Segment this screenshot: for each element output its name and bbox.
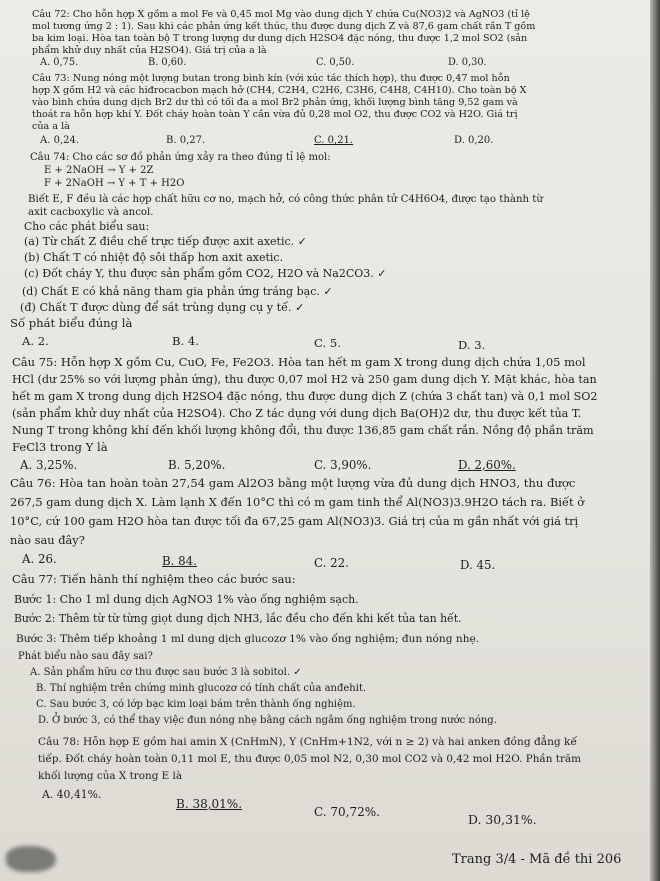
q76-line-2: 267,5 gam dung dịch X. Làm lạnh X đến 10°C thì có m gam tinh thể Al(NO3)3.9H2O tách ra. Biết ở <box>10 495 585 509</box>
q76-option-c: C. 22. <box>314 556 349 570</box>
q77-step-3: Bước 3: Thêm tiếp khoảng 1 ml dung dịch glucozơ 1% vào ống nghiệm; đun nóng nhẹ. <box>16 633 480 645</box>
q78-line-3: khối lượng của X trong E là <box>38 770 183 782</box>
q74-statement-b: (b) Chất T có nhiệt độ sôi thấp hơn axit axetic. <box>24 251 284 264</box>
q76-option-d: D. 45. <box>460 558 496 572</box>
q74-line-1: Câu 74: Cho các sơ đồ phản ứng xảy ra theo đúng tỉ lệ mol: <box>30 152 331 163</box>
q72-line-4: phẩm khử duy nhất của H2SO4). Giá trị của a là <box>32 45 267 56</box>
q73-option-d: D. 0,20. <box>454 135 494 146</box>
q74-reaction-2: F + 2NaOH → Y + T + H2O <box>44 178 185 189</box>
q74-line-6: Cho các phát biểu sau: <box>24 220 150 233</box>
q72-line-1: Câu 72: Cho hỗn hợp X gồm a mol Fe và 0,45 mol Mg vào dung dịch Y chứa Cu(NO3)2 và AgNO3 (tỉ lệ <box>32 9 530 20</box>
q74-reaction-1: E + 2NaOH → Y + 2Z <box>44 165 154 176</box>
q77-line-5: Phát biểu nào sau đây sai? <box>18 651 153 662</box>
q73-option-b: B. 0,27. <box>166 135 206 146</box>
q77-line-1: Câu 77: Tiến hành thí nghiệm theo các bước sau: <box>12 572 296 586</box>
q75-option-a: A. 3,25%. <box>20 458 78 472</box>
q75-line-4: (sản phẩm khử duy nhất của H2SO4). Cho Z tác dụng với dung dịch Ba(OH)2 dư, thu được kết tủa T. <box>12 407 582 420</box>
q75-option-c: C. 3,90%. <box>314 458 372 472</box>
q74-option-c: C. 5. <box>314 336 341 350</box>
q74-line-12: Số phát biểu đúng là <box>10 316 133 330</box>
q74-line-5: axit cacboxylic và ancol. <box>28 207 154 218</box>
q78-option-d: D. 30,31%. <box>468 812 537 827</box>
q74-option-a: A. 2. <box>22 334 49 348</box>
q75-line-3: hết m gam X trong dung dịch H2SO4 đặc nóng, thu được dung dịch Z (chứa 3 chất tan) và 0,1 mol SO2 <box>12 390 598 403</box>
q72-option-b: B. 0,60. <box>148 57 187 68</box>
q73-line-3: vào bình chứa dung dịch Br2 dư thì có tối đa a mol Br2 phản ứng, khối lượng bình tăng 9,52 gam và <box>32 97 518 108</box>
q77-option-a: A. Sản phẩm hữu cơ thu được sau bước 3 là sobitol. ✓ <box>30 667 302 678</box>
q73-line-5: của a là <box>32 121 70 132</box>
q74-option-d: D. 3. <box>458 338 486 352</box>
q74-option-b: B. 4. <box>172 334 199 348</box>
page-edge-shadow <box>650 0 660 881</box>
q78-line-2: tiếp. Đốt cháy hoàn toàn 0,11 mol E, thu được 0,05 mol N2, 0,30 mol CO2 và 0,42 mol H2O. Phần trăm <box>38 753 581 765</box>
q76-line-3: 10°C, cứ 100 gam H2O hòa tan được tối đa 67,25 gam Al(NO3)3. Giá trị của m gần nhất với giá trị <box>10 514 579 528</box>
q74-statement-c: (c) Đốt cháy Y, thu được sản phẩm gồm CO2, H2O và Na2CO3. ✓ <box>24 267 387 280</box>
q76-option-b: B. 84. <box>162 554 197 568</box>
q76-option-a: A. 26. <box>22 552 57 566</box>
q72-line-2: mol tương ứng 2 : 1). Sau khi các phản ứng kết thúc, thu được dung dịch Z và 87,6 gam chất rắn T gồm <box>32 21 536 32</box>
q75-line-1: Câu 75: Hỗn hợp X gồm Cu, CuO, Fe, Fe2O3. Hòa tan hết m gam X trong dung dịch chứa 1,05 mol <box>12 355 586 369</box>
q72-line-3: ba kim loại. Hòa tan toàn bộ T trong lượng dư dung dịch H2SO4 đặc nóng, thu được 1,2 mol SO2 (sản <box>32 33 528 44</box>
q73-option-c: C. 0,21. <box>314 135 354 146</box>
q76-line-1: Câu 76: Hòa tan hoàn toàn 27,54 gam Al2O3 bằng một lượng vừa đủ dung dịch HNO3, thu được <box>10 476 576 490</box>
q73-line-1: Câu 73: Nung nóng một lượng butan trong bình kín (với xúc tác thích hợp), thu được 0,47 mol hỗn <box>32 73 510 84</box>
page-footer: Trang 3/4 - Mã đề thi 206 <box>452 852 622 867</box>
q78-option-b: B. 38,01%. <box>176 797 243 811</box>
q78-line-1: Câu 78: Hỗn hợp E gồm hai amin X (CnHmN), Y (CnHm+1N2, với n ≥ 2) và hai anken đồng đẳng kế <box>38 736 577 748</box>
q75-line-6: FeCl3 trong Y là <box>12 440 108 454</box>
q72-option-c: C. 0,50. <box>316 57 355 68</box>
q78-option-a: A. 40,41%. <box>42 788 102 801</box>
q75-option-b: B. 5,20%. <box>168 458 226 472</box>
q73-option-a: A. 0,24. <box>40 135 80 146</box>
q77-option-b: B. Thí nghiệm trên chứng minh glucozơ có tính chất của anđehit. <box>36 683 367 694</box>
q77-step-1: Bước 1: Cho 1 ml dung dịch AgNO3 1% vào ống nghiệm sạch. <box>14 593 359 606</box>
q76-line-4: nào sau đây? <box>10 533 85 547</box>
q75-line-5: Nung T trong không khí đến khối lượng không đổi, thu được 136,85 gam chất rắn. Nồng độ phần trăm <box>12 424 594 437</box>
q72-option-a: A. 0,75. <box>40 57 79 68</box>
q77-step-2: Bước 2: Thêm từ từ từng giọt dung dịch NH3, lắc đều cho đến khi kết tủa tan hết. <box>14 612 462 625</box>
q73-line-2: hợp X gồm H2 và các hiđrocacbon mạch hở (CH4, C2H4, C2H6, C3H6, C4H8, C4H10). Cho toàn bộ X <box>32 85 527 96</box>
q78-option-c: C. 70,72%. <box>314 805 380 819</box>
q74-line-4: Biết E, F đều là các hợp chất hữu cơ no, mạch hở, có công thức phân tử C4H6O4, được tạo thành từ <box>28 194 543 205</box>
redaction-blot <box>6 846 56 872</box>
q75-option-d: D. 2,60%. <box>458 458 516 472</box>
q74-statement-dd: (đ) Chất T được dùng để sát trùng dụng cụ y tế. ✓ <box>20 301 305 314</box>
q77-option-d: D. Ở bước 3, có thể thay việc đun nóng nhẹ bằng cách ngâm ống nghiệm trong nước nóng. <box>38 715 497 726</box>
q77-option-c: C. Sau bước 3, có lớp bạc kim loại bám trên thành ống nghiệm. <box>36 699 356 710</box>
q73-line-4: thoát ra hỗn hợp khí Y. Đốt cháy hoàn toàn Y cần vừa đủ 0,28 mol O2, thu được CO2 và H2O. Giá trị <box>32 109 518 120</box>
q72-option-d: D. 0,30. <box>448 57 487 68</box>
q74-statement-a: (a) Từ chất Z điều chế trực tiếp được axit axetic. ✓ <box>24 235 307 248</box>
q74-statement-d: (d) Chất E có khả năng tham gia phản ứng tráng bạc. ✓ <box>22 285 333 298</box>
q75-line-2: HCl (dư 25% so với lượng phản ứng), thu được 0,07 mol H2 và 250 gam dung dịch Y. Mặt khác, hòa tan <box>12 373 597 386</box>
